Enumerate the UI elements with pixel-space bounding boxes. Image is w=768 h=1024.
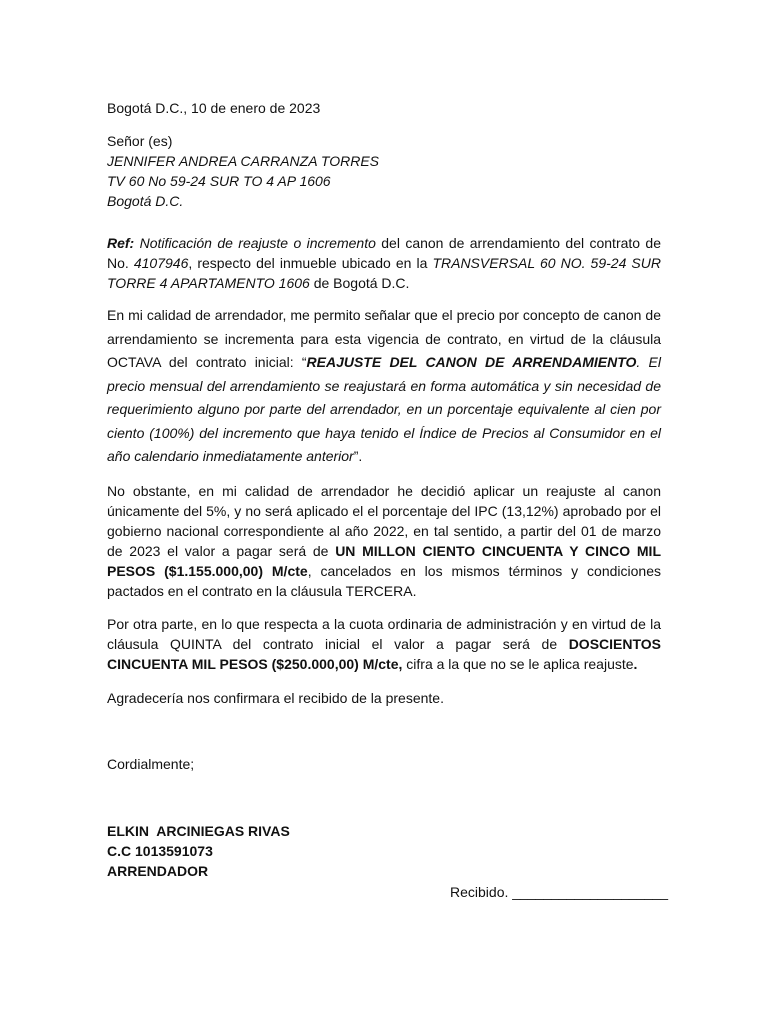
contract-number: 4107946 [133, 255, 189, 271]
signer-id: C.C 1013591073 [107, 843, 213, 859]
signature-block [107, 821, 661, 881]
received-line: Recibido. ____________________ [450, 884, 668, 900]
reference-paragraph: Ref: Notificación de reajuste o incremento del canon de arrendamiento del contrato de No. 4107946, respecto del inmueble ubicado en la TRANSVERSAL 60 NO. 59-24 SUR TORRE 4 APARTAMENTO 1606 de Bogotá D.C. [107, 235, 662, 291]
recipient-address: TV 60 No 59-24 SUR TO 4 AP 1606 [107, 173, 331, 189]
paragraph-admin-fee: Por otra parte, en lo que respecta a la cuota ordinaria de administración y en virtud de la cláusula QUINTA del contrato inicial el valor a pagar será de DOSCIENTOS CINCUENTA MIL PESOS ($250.000,00) M/cte, cifra a la que no se le aplica reajuste. [107, 616, 661, 672]
clause-text: . El precio mensual del arrendamiento se reajustará en forma automática y sin necesidad de requerimiento alguno por parte del arrendador, en un porcentaje equivalente al cien por ciento (100%) del incremento que haya tenido el Índice de Precios al Consumidor en el año calendario inmediatamente anterior [107, 354, 661, 464]
recipient-salutation: Señor (es) [107, 133, 173, 149]
signer-role: ARRENDADOR [107, 863, 209, 879]
paragraph-rent-amount: No obstante, en mi calidad de arrendador he decidió aplicar un reajuste al canon únicamente del 5%, y no será aplicado el el porcentaje del IPC (13,12%) aprobado por el gobierno nacional correspondiente al año 2022, en tal sentido, a partir del 01 de marzo de 2023 el valor a pagar será de UN MILLON CIENTO CINCUENTA Y CINCO MIL PESOS ($1.155.000,00) M/cte, cancelados en los mismos términos y condiciones pactados en el contrato en la cláusula TERCERA. [107, 483, 661, 599]
property-address: TRANSVERSAL 60 NO. 59-24 SUR TORRE 4 APARTAMENTO 1606 [107, 255, 661, 291]
recipient-city: Bogotá D.C. [107, 193, 184, 209]
paragraph-adjustment-clause: En mi calidad de arrendador, me permito señalar que el precio por concepto de canon de arrendamiento se incrementa para esta vigencia de contrato, en virtud de la cláusula OCTAVA del contrato inicial: “REAJUSTE DEL CANON DE ARRENDAMIENTO. El precio mensual del arrendamiento se reajustará en forma automática y sin necesidad de requerimiento alguno por parte del arrendador, en un porcentaje equivalente al cien por ciento (100%) del incremento que haya tenido el Índice de Precios al Consumidor en el año calendario inmediatamente anterior”. [107, 307, 661, 464]
rent-amount: UN MILLON CIENTO CINCUENTA Y CINCO MIL PESOS ($1.155.000,00) M/cte [107, 543, 661, 579]
clause-title: REAJUSTE DEL CANON DE ARRENDAMIENTO [306, 354, 637, 370]
signer-name: ELKIN ARCINIEGAS RIVAS [107, 823, 290, 839]
ref-label: Ref: [107, 235, 135, 251]
admin-fee-amount: DOSCIENTOS CINCUENTA MIL PESOS ($250.000,00) M/cte, [107, 636, 661, 672]
paragraph-confirmation: Agradecería nos confirmara el recibido de la presente. [107, 690, 444, 706]
ref-subject: Notificación de reajuste o incremento [134, 235, 376, 251]
recipient-block [107, 131, 661, 211]
date-line: Bogotá D.C., 10 de enero de 2023 [107, 100, 321, 116]
closing-line: Cordialmente; [107, 756, 195, 772]
recipient-name: JENNIFER ANDREA CARRANZA TORRES [107, 153, 379, 169]
